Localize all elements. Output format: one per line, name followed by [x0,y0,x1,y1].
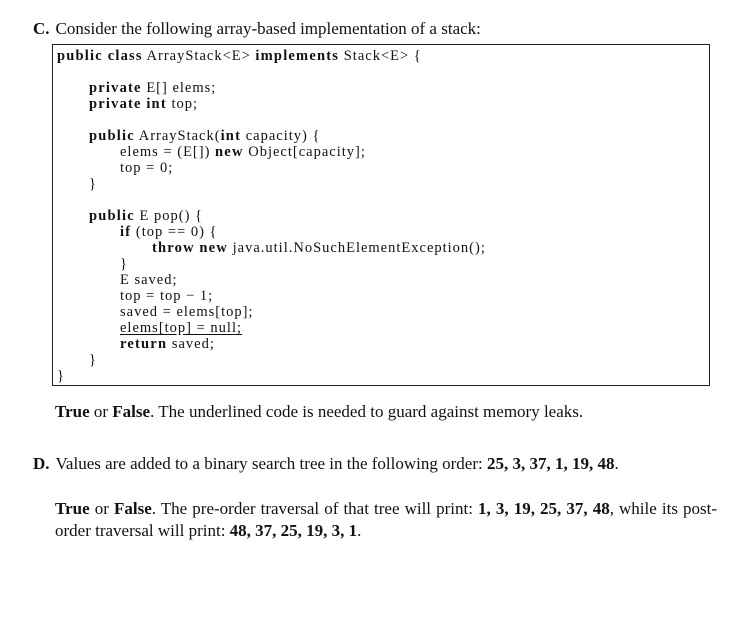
code-keyword: private [89,80,142,96]
code-text: E saved; [120,272,178,288]
statement-text: . The underlined code is needed to guard against memory leaks. [150,402,584,421]
statement-text: , while its post-order traversal will print: [55,499,718,540]
code-text: java.util.NoSuchElementException(); [232,240,486,256]
statement-text: . [357,521,362,540]
code-line-constructor-close [89,176,97,192]
question-d-prompt [33,453,619,475]
question-c-statement [55,401,583,423]
question-d-label: D. [33,454,50,473]
code-text: saved; [171,336,215,352]
code-keyword: int [220,128,242,144]
true-label: True [55,499,90,518]
code-line-class-decl [57,48,422,64]
or-text: or [94,499,109,518]
postorder-sequence: 48, 37, 25, 19, 3, 1 [229,521,358,540]
code-text: Stack<E> { [343,48,422,64]
false-label: False [112,402,151,421]
false-label: False [113,499,152,518]
code-line-return [120,336,215,352]
code-line-elems-field [89,80,216,96]
code-text: (top == 0) { [135,224,218,240]
code-text: } [89,176,97,192]
question-d-statement [55,498,717,542]
code-line-null-assign [120,320,242,336]
code-text: ArrayStack<E> [146,48,251,64]
underlined-code: elems[top] = null; [120,320,243,336]
code-text: Object[capacity]; [248,144,366,160]
code-text: E pop() { [139,208,203,224]
code-line-pop-decl [89,208,203,224]
code-keyword: new [199,240,228,256]
code-line-top-field [89,96,198,112]
code-text: ArrayStack( [138,128,221,144]
code-text: E[] elems; [146,80,217,96]
question-c-prompt [33,18,481,40]
code-text: top = top − 1; [120,288,214,304]
preorder-sequence: 1, 3, 19, 25, 37, 48 [478,499,610,518]
code-text: } [57,368,65,384]
code-text: top = 0; [120,160,174,176]
code-keyword: public [89,128,135,144]
code-keyword: private [89,96,142,112]
code-line-constructor [89,128,320,144]
code-line-throw [152,240,486,256]
code-text: top; [171,96,199,112]
code-line-if-close [120,256,128,272]
code-keyword: throw [152,240,195,256]
code-keyword: public [89,208,135,224]
code-keyword: implements [255,48,340,64]
code-line-saved-decl [120,272,178,288]
statement-text: . The pre-order traversal of that tree will print: [151,499,473,518]
code-line-pop-close [89,352,97,368]
code-keyword: return [120,336,168,352]
insertion-order: 25, 3, 37, 1, 19, 48 [486,454,615,473]
question-d-text-end: . [614,454,619,473]
question-c-text: Consider the following array-based implementation of a stack: [55,19,481,38]
code-text: saved = elems[top]; [120,304,254,320]
question-c-label: C. [33,19,50,38]
code-line-if [120,224,218,240]
code-line-class-close [57,368,65,384]
code-keyword: public class [57,48,143,64]
code-keyword: int [146,96,167,112]
question-d-text-lead: Values are added to a binary search tree in the following order: [55,454,483,473]
code-keyword: new [215,144,244,160]
code-line-saved-assign [120,304,253,320]
true-label: True [55,402,90,421]
or-text: or [93,402,109,421]
code-line-decrement [120,288,213,304]
code-text: } [89,352,97,368]
code-text: elems = (E[]) [120,144,211,160]
code-listing [52,44,710,386]
code-line-elems-init [120,144,366,160]
code-line-top-init [120,160,173,176]
code-text: } [120,256,128,272]
code-keyword: if [120,224,132,240]
code-text: capacity) { [245,128,321,144]
